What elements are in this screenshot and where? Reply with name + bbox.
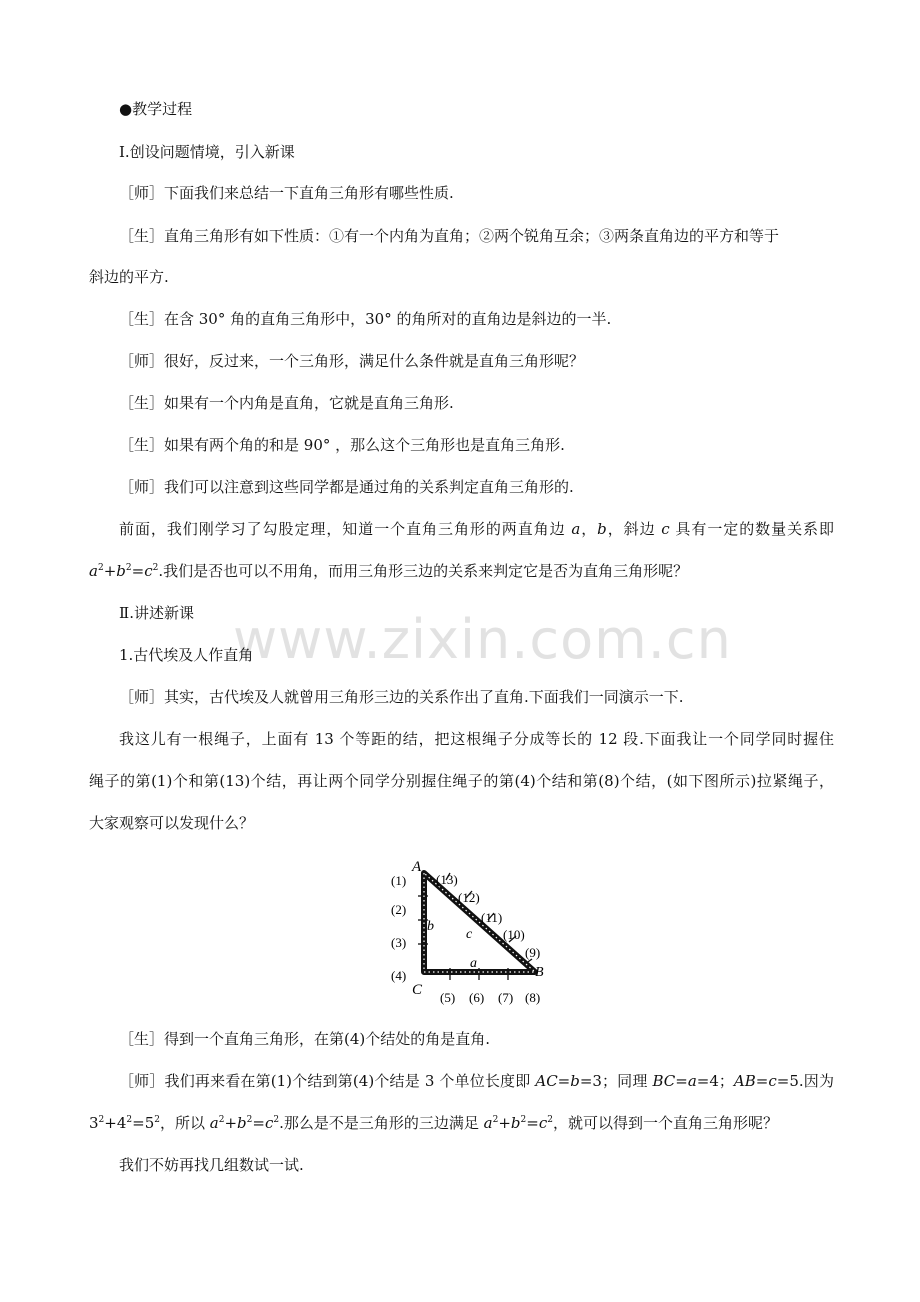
paragraph-student-1a: ［生］直角三角形有如下性质：①有一个内角为直角；②两个锐角互余；③两条直角边的平方和等于 — [119, 227, 780, 245]
rope-triangle-figure — [384, 856, 554, 1006]
paragraph-teacher-4: ［师］其实，古代埃及人就曾用三角形三边的关系作出了直角.下面我们一同演示一下. — [119, 688, 684, 706]
knot-label-10: (10) — [503, 927, 525, 942]
paragraph-teacher-3: ［师］我们可以注意到这些同学都是通过角的关系判定直角三角形的. — [119, 478, 574, 496]
paragraph-pythagoras-b: $a^2+b^2=c^2$.我们是否也可以不用角，而用三角形三边的关系来判定它是否为直角三角形呢？ — [89, 562, 689, 580]
watermark: www.zixin.com.cn — [233, 608, 732, 671]
knot-label-12: (12) — [458, 890, 480, 905]
section-heading-2: Ⅱ.讲述新课 — [119, 604, 194, 622]
paragraph-closing: 我们不妨再找几组数试一试. — [119, 1156, 304, 1174]
side-a-label: a — [470, 956, 477, 971]
paragraph-rope-c: 大家观察可以发现什么？ — [89, 814, 255, 832]
vertex-b-label: B — [535, 965, 544, 980]
paragraph-pythagoras-a: 前面，我们刚学习了勾股定理，知道一个直角三角形的两直角边 a，b，斜边 c 具有一定的数量关系即 — [119, 520, 834, 538]
knot-label-3: (3) — [391, 935, 407, 950]
knot-label-2: (2) — [391, 902, 407, 917]
paragraph-teacher-5b: $3^2+4^2=5^2$，所以 $a^2+b^2=c^2$.那么是不是三角形的三边满足 $a^2+b^2=c^2$，就可以得到一个直角三角形呢？ — [89, 1114, 778, 1132]
paragraph-student-5: ［生］得到一个直角三角形，在第(4)个结处的角是直角. — [119, 1030, 491, 1048]
knot-label-8: (8) — [525, 990, 541, 1005]
paragraph-student-2: ［生］在含 30° 角的直角三角形中，30° 的角所对的直角边是斜边的一半. — [119, 310, 612, 328]
knot-label-13: (13) — [436, 872, 458, 887]
side-c-label: c — [466, 927, 473, 942]
paragraph-teacher-5a: ［师］我们再来看在第(1)个结到第(4)个结是 3 个单位长度即 AC=b=3；同理 BC=a=4；AB=c=5.因为 — [119, 1072, 834, 1090]
subheading-egypt: 1.古代埃及人作直角 — [119, 646, 254, 664]
heading-teaching-process: ●教学过程 — [119, 100, 193, 118]
paragraph-rope-b: 绳子的第(1)个和第(13)个结，再让两个同学分别握住绳子的第(4)个结和第(8)个结，(如下图所示)拉紧绳子， — [89, 772, 834, 790]
knot-label-9: (9) — [525, 945, 541, 960]
vertex-c-label: C — [412, 982, 423, 998]
paragraph-teacher-1: ［师］下面我们来总结一下直角三角形有哪些性质. — [119, 184, 454, 202]
paragraph-student-4: ［生］如果有两个角的和是 90° ，那么这个三角形也是直角三角形. — [119, 436, 565, 454]
section-heading-1: Ⅰ.创设问题情境，引入新课 — [119, 143, 295, 161]
knot-label-7: (7) — [498, 990, 514, 1005]
side-b-label: b — [427, 919, 434, 934]
knot-label-11: (11) — [481, 910, 503, 925]
paragraph-student-3: ［生］如果有一个内角是直角，它就是直角三角形. — [119, 394, 454, 412]
knot-label-1: (1) — [391, 873, 407, 888]
paragraph-student-1b: 斜边的平方. — [89, 268, 169, 286]
paragraph-teacher-2: ［师］很好，反过来，一个三角形，满足什么条件就是直角三角形呢？ — [119, 352, 585, 370]
knot-label-4: (4) — [391, 968, 407, 983]
paragraph-rope-a: 我这儿有一根绳子，上面有 13 个等距的结，把这根绳子分成等长的 12 段.下面我让一个同学同时握住 — [119, 730, 834, 748]
knot-label-6: (6) — [469, 990, 485, 1005]
vertex-a-label: A — [412, 859, 422, 875]
knot-label-5: (5) — [440, 990, 456, 1005]
